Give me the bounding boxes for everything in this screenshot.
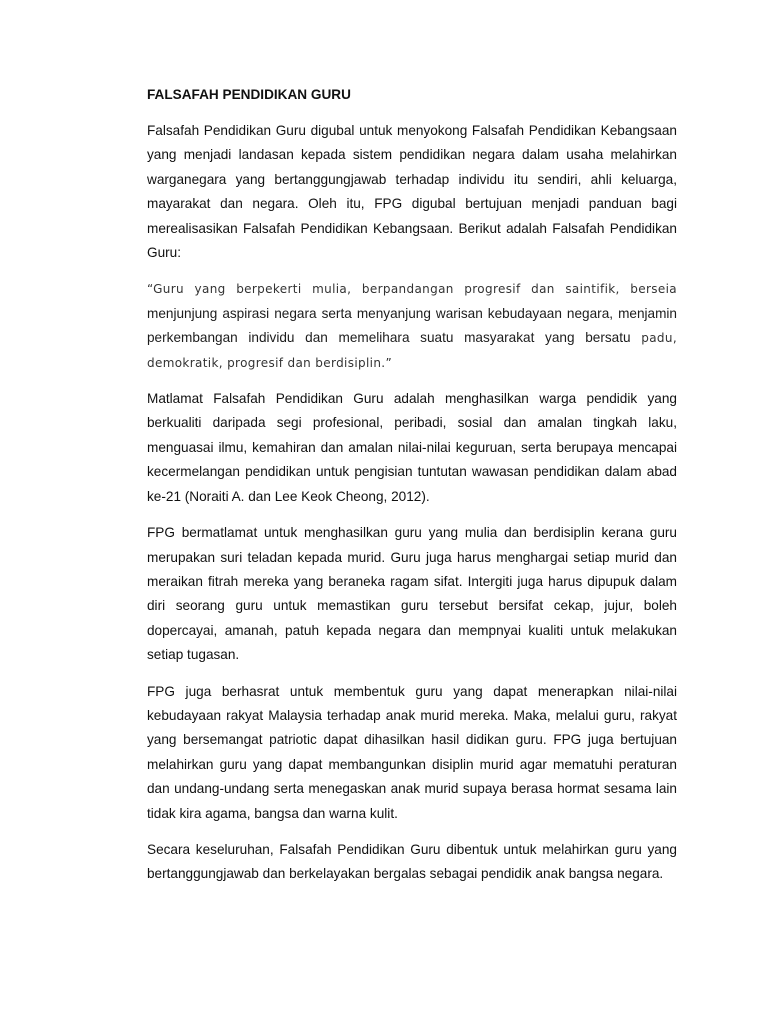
paragraph-matlamat: Matlamat Falsafah Pendidikan Guru adalah menghasilkan warga pendidik yang berkualiti daripada segi profesional, peribadi, sosial dan amalan tingkah laku, menguasai ilmu, kemahiran dan amalan nilai-nilai keguruan, serta berupaya mencapai kecermelangan pendidikan untuk pengisian tuntutan wawasan pendidikan dalam abad ke-21 (Noraiti A. dan Lee Keok Cheong, 2012). (147, 391, 677, 504)
paragraph-intro: Falsafah Pendidikan Guru digubal untuk menyokong Falsafah Pendidikan Kebangsaan yang menjadi landasan kepada sistem pendidikan negara dalam usaha melahirkan warganegara yang bertanggungjawab terhadap individu itu sendiri, ahli keluarga, mayarakat dan negara. Oleh itu, FPG digubal bertujuan menjadi panduan bagi merealisasikan Falsafah Pendidikan Kebangsaan. Berikut adalah Falsafah Pendidikan Guru: (147, 123, 677, 261)
quote-middle: menjunjung aspirasi negara serta menyanjung warisan kebudayaan negara, menjamin perkembangan individu dan memelihara suatu masyarakat yang bersatu (147, 305, 677, 346)
quote-last-line: padu, demokratik, progresif dan berdisiplin.” (147, 331, 677, 370)
philosophy-quote (147, 277, 677, 375)
paragraph-kesimpulan: Secara keseluruhan, Falsafah Pendidikan Guru dibentuk untuk melahirkan guru yang bertanggungjawab dan berkelayakan bergalas sebagai pendidik anak bangsa negara. (147, 841, 677, 882)
document-page (147, 83, 677, 899)
document-title: FALSAFAH PENDIDIKAN GURU (147, 87, 351, 102)
quote-line-1: “Guru yang berpekerti mulia, berpandangan progresif dan saintifik, berseia (147, 282, 677, 297)
paragraph-fpg-matlamat: FPG bermatlamat untuk menghasilkan guru yang mulia dan berdisiplin kerana guru merupakan suri teladan kepada murid. Guru juga harus menghargai setiap murid dan meraikan fitrah mereka yang beraneka ragam sifat. Intergiti juga harus dipupuk dalam diri seorang guru untuk memastikan guru tersebut bersifat cekap, jujur, boleh dopercayai, amanah, patuh kepada negara dan mempnyai kualiti untuk melakukan setiap tugasan. (147, 525, 677, 663)
paragraph-fpg-hasrat: FPG juga berhasrat untuk membentuk guru yang dapat menerapkan nilai-nilai kebudayaan rakyat Malaysia terhadap anak murid mereka. Maka, melalui guru, rakyat yang bersemangat patriotic dapat dihasilkan hasil didikan guru. FPG juga bertujuan melahirkan guru yang dapat membangunkan disiplin murid agar mematuhi peraturan dan undang-undang serta menegaskan anak murid supaya berasa hormat sesama lain tidak kira agama, bangsa dan warna kulit. (147, 683, 677, 821)
